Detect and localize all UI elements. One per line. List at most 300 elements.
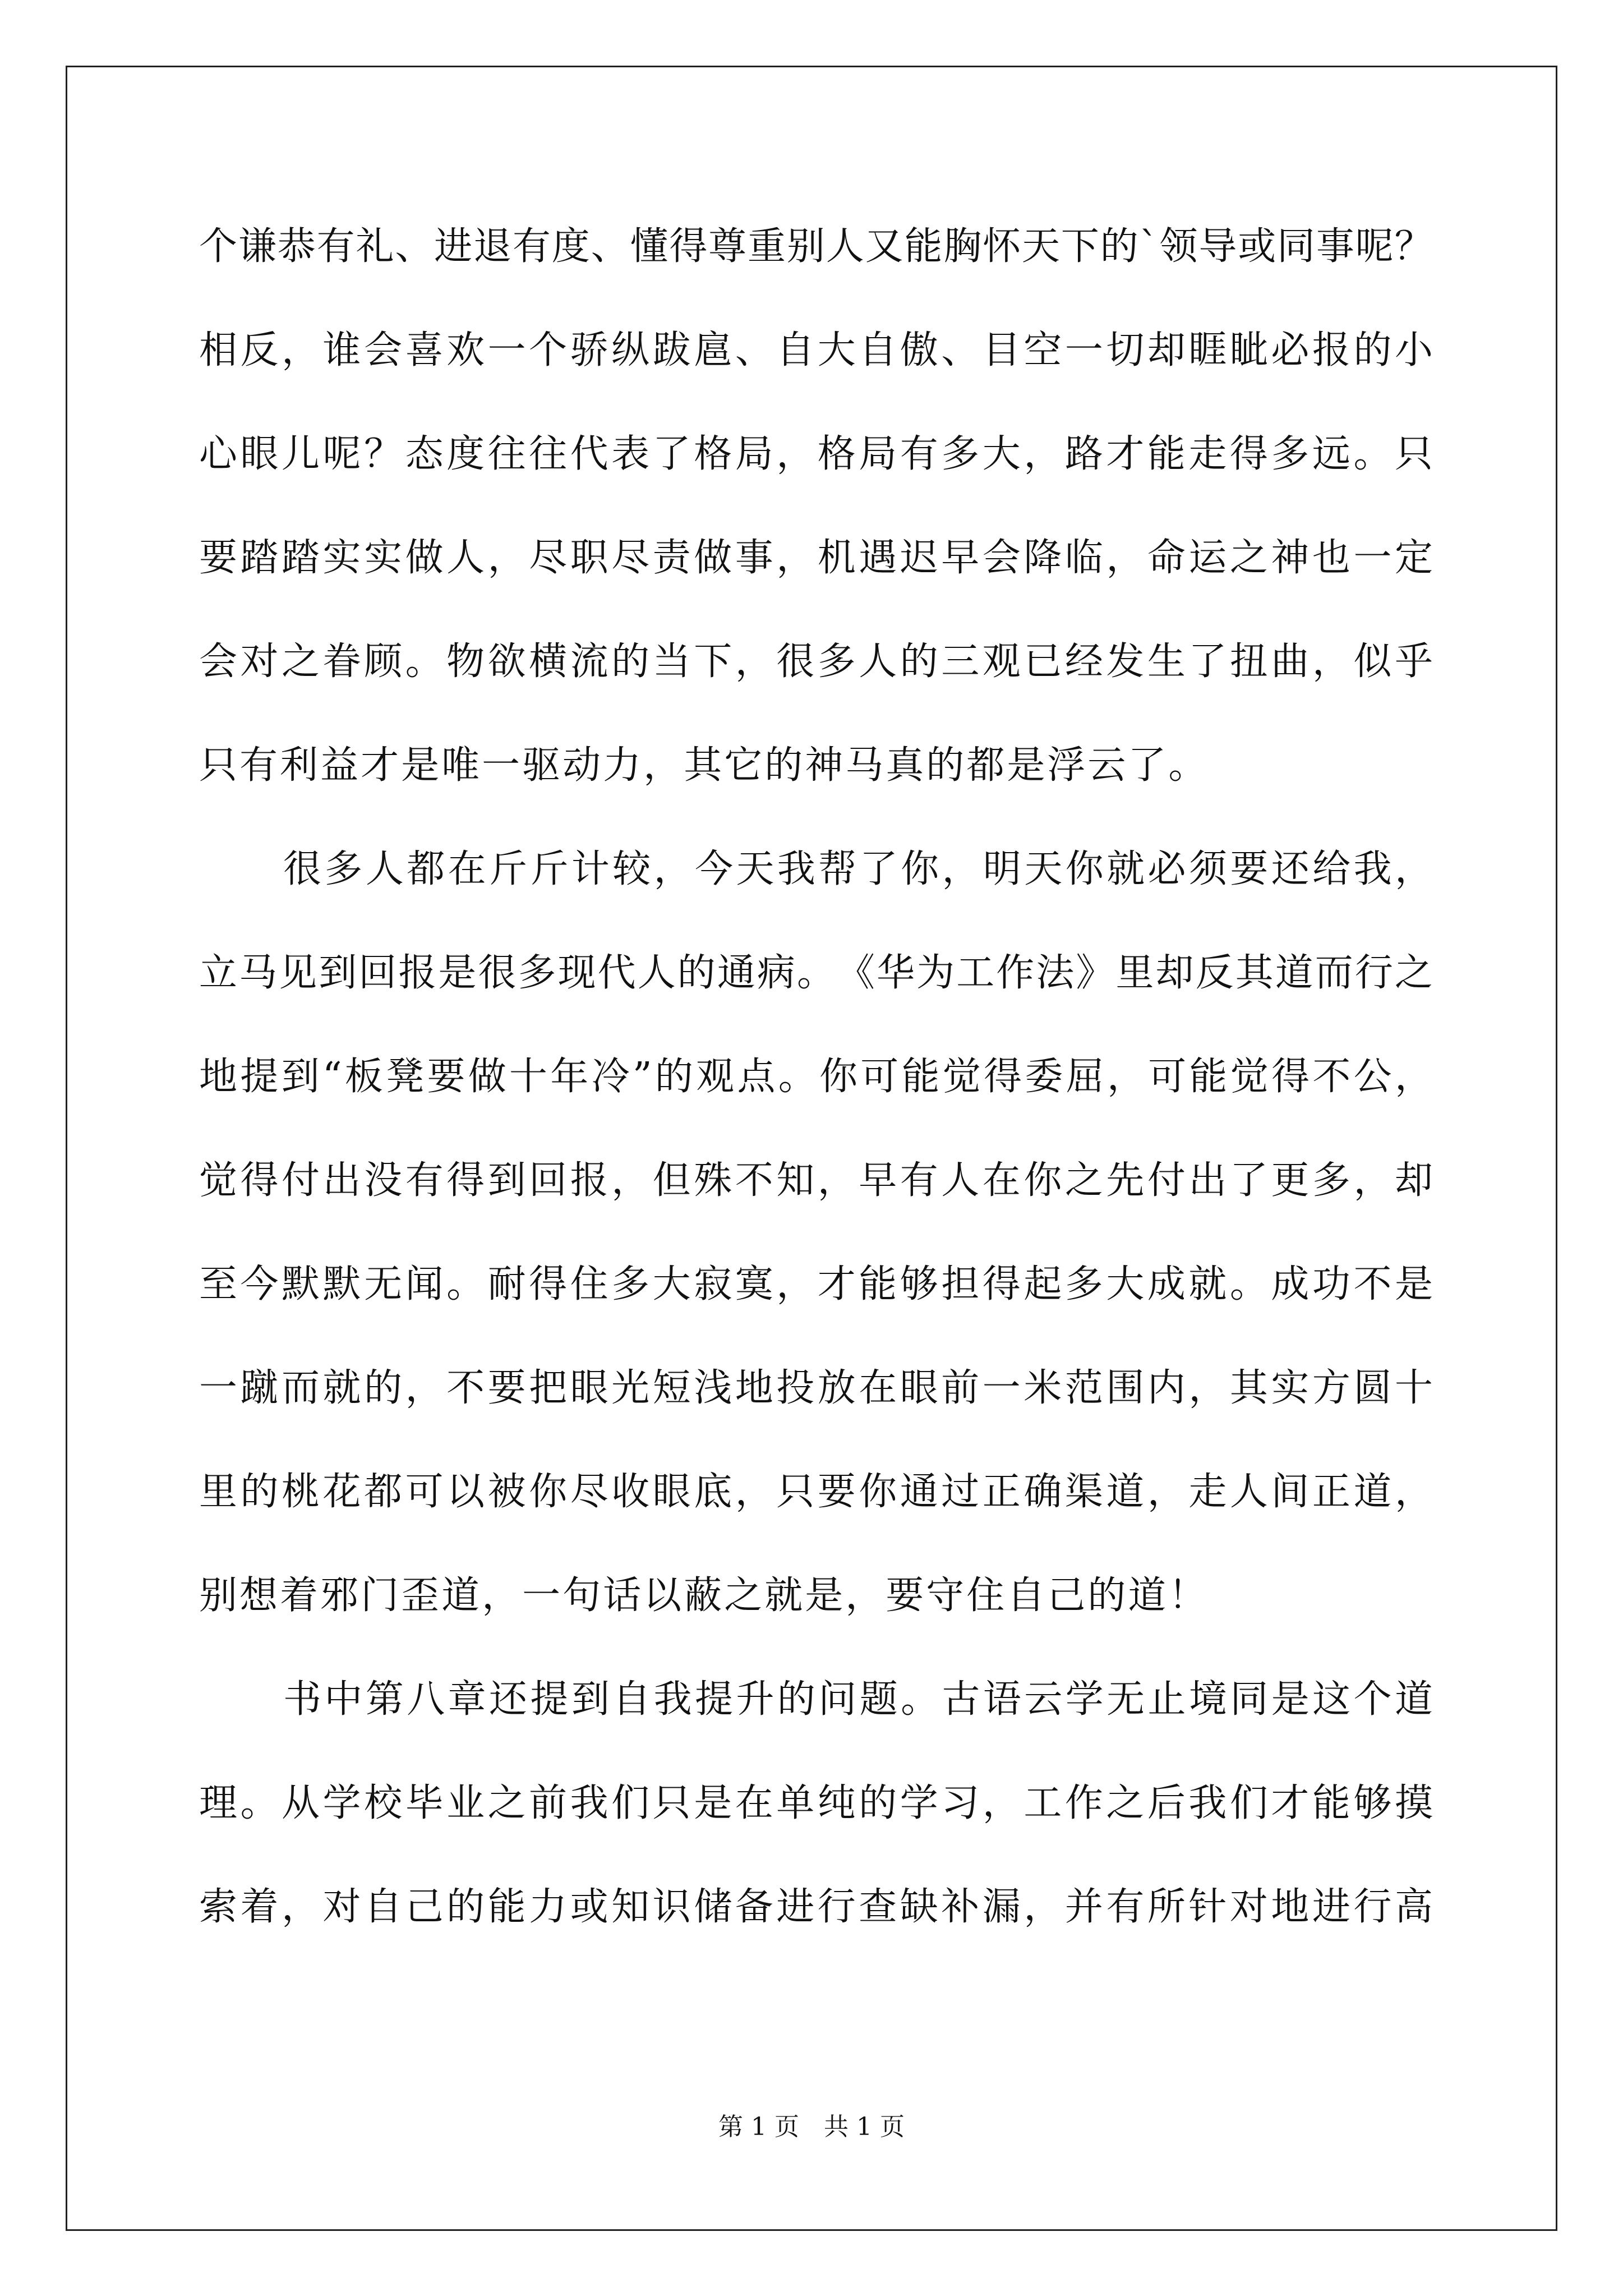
text-char: 围 <box>1106 1366 1145 1410</box>
text-char: 有 <box>900 432 938 476</box>
text-char: 顾 <box>364 639 403 684</box>
text-char: 个 <box>529 328 568 372</box>
text-char: 报 <box>570 1158 608 1203</box>
text-char: 横 <box>529 639 568 684</box>
text-char: 踏 <box>282 536 320 580</box>
text-char: 闻 <box>405 1262 444 1306</box>
text-char: 为 <box>916 951 955 995</box>
text-char: 实 <box>364 536 403 580</box>
text-char: 八 <box>407 1677 445 1722</box>
text-char: 功 <box>1312 1262 1350 1306</box>
text-char: 也 <box>1312 536 1350 580</box>
text-char: 早 <box>859 1158 897 1203</box>
text-char: 中 <box>324 1677 363 1722</box>
text-char: 人 <box>941 1158 980 1203</box>
text-char: 行 <box>1354 951 1393 995</box>
text-char: 才 <box>361 743 399 788</box>
text-char: ， <box>643 743 682 788</box>
text-char: 远 <box>1312 432 1350 476</box>
text-char: 心 <box>199 432 238 476</box>
text-char: 斤 <box>530 847 569 891</box>
text-char: 谁 <box>322 328 361 372</box>
text-char: 表 <box>611 432 650 476</box>
text-char: 缺 <box>900 1885 938 1929</box>
text-char: 收 <box>611 1470 650 1514</box>
text-char: ， <box>1023 1885 1062 1929</box>
text-char: 做 <box>694 536 732 580</box>
text-char: 了 <box>1128 743 1166 788</box>
text-char: 升 <box>736 1677 774 1722</box>
text-char: 年 <box>550 1055 589 1099</box>
text-char: 过 <box>941 1470 980 1514</box>
text-char: 有 <box>1106 1885 1145 1929</box>
text-char: 之 <box>1229 536 1268 580</box>
text-char: 学 <box>900 1781 938 1825</box>
text-char: 神 <box>1271 536 1310 580</box>
text-char: 报 <box>398 951 437 995</box>
text-char: 三 <box>941 639 980 684</box>
text-char: 同 <box>1230 1677 1269 1722</box>
text-char: 的 <box>900 639 938 684</box>
text-char: 。 <box>240 1781 279 1825</box>
text-line <box>199 1770 1433 1874</box>
text-char: 回 <box>529 1158 568 1203</box>
text-char: 天 <box>1022 224 1061 269</box>
text-char: ？ <box>364 432 403 476</box>
text-char: 的 <box>926 743 965 788</box>
text-char: 作 <box>1064 1781 1103 1825</box>
text-char: 有 <box>405 1158 444 1203</box>
text-char: 无 <box>1106 1677 1145 1722</box>
text-char: 其 <box>684 743 722 788</box>
text-char: 了 <box>1229 1158 1268 1203</box>
text-char: 多 <box>1312 1158 1350 1203</box>
text-char: ` <box>1139 224 1159 269</box>
text-char: 短 <box>652 1366 691 1410</box>
text-char: 很 <box>478 951 517 995</box>
text-char: 道 <box>1275 951 1313 995</box>
text-char: 得 <box>1271 1055 1310 1099</box>
text-char: 提 <box>530 1677 569 1722</box>
text-char: 间 <box>1271 1470 1310 1514</box>
text-char: 流 <box>570 639 608 684</box>
text-line <box>199 628 1433 732</box>
text-char: 可 <box>405 1470 444 1514</box>
text-char: 以 <box>446 1470 485 1514</box>
text-char: 得 <box>982 1262 1021 1306</box>
text-char: 了 <box>859 847 898 891</box>
text-char: 能 <box>904 224 943 269</box>
text-char: 摸 <box>1394 1781 1433 1825</box>
text-char: 行 <box>817 1885 856 1929</box>
text-char: 。 <box>901 1677 939 1722</box>
text-char: 当 <box>652 639 691 684</box>
text-char: 要 <box>886 1573 924 1618</box>
text-char: 傲 <box>900 328 938 372</box>
text-char: 一 <box>199 1366 238 1410</box>
text-char: 。 <box>405 639 444 684</box>
page-footer: 第 1 页 共 1 页 <box>718 2113 905 2141</box>
text-char: 米 <box>1023 1366 1062 1410</box>
text-line <box>199 1355 1433 1458</box>
text-char: 得 <box>669 224 708 269</box>
text-char: 十 <box>509 1055 548 1099</box>
text-char: 查 <box>859 1885 897 1929</box>
text-char: ， <box>735 1470 773 1514</box>
text-char: 会 <box>364 328 403 372</box>
text-char: 得 <box>529 1262 568 1306</box>
text-char: 下 <box>694 639 732 684</box>
text-char: 公 <box>1353 1055 1392 1099</box>
text-char: 责 <box>652 536 691 580</box>
text-char: 的 <box>364 1366 403 1410</box>
text-char: 一 <box>1064 328 1103 372</box>
text-char: 其 <box>1235 951 1274 995</box>
text-char: 业 <box>446 1781 485 1825</box>
text-char: 板 <box>344 1055 383 1099</box>
text-char: 至 <box>199 1262 238 1306</box>
text-char: 方 <box>1312 1366 1350 1410</box>
text-char: 所 <box>1147 1885 1186 1929</box>
text-char: ！ <box>1168 1573 1207 1618</box>
text-char: 是 <box>1271 1677 1310 1722</box>
text-char: 目 <box>982 328 1021 372</box>
text-char: 代 <box>597 951 636 995</box>
text-char: 对 <box>240 639 279 684</box>
text-char: ， <box>1394 1055 1433 1099</box>
text-char: 到 <box>487 1158 526 1203</box>
text-char: 学 <box>322 1781 361 1825</box>
text-char: 、 <box>395 224 434 269</box>
text-char: 似 <box>1353 639 1392 684</box>
text-char: 必 <box>1147 847 1186 891</box>
text-char: 生 <box>1147 639 1186 684</box>
text-char: 高 <box>1394 1885 1433 1929</box>
text-char: 会 <box>982 536 1021 580</box>
text-char: 是 <box>1007 743 1045 788</box>
text-char: 被 <box>487 1470 526 1514</box>
text-char: 走 <box>1188 432 1227 476</box>
text-char: 礼 <box>356 224 394 269</box>
text-char: 之 <box>282 639 320 684</box>
text-char: 谦 <box>238 224 276 269</box>
text-char: 、 <box>941 328 980 372</box>
text-char: 、 <box>591 224 629 269</box>
text-char: 定 <box>1394 536 1433 580</box>
text-char: 明 <box>983 847 1021 891</box>
text-char: ， <box>1023 432 1062 476</box>
text-char: 运 <box>1188 536 1227 580</box>
text-char: ， <box>653 847 692 891</box>
text-char: 度 <box>446 432 485 476</box>
text-char: 可 <box>1148 1055 1187 1099</box>
text-char: 多 <box>1064 1262 1103 1306</box>
text-char: ， <box>1147 1470 1186 1514</box>
text-char: 怀 <box>983 224 1021 269</box>
text-char: 圆 <box>1353 1366 1392 1410</box>
text-char: 到 <box>281 1055 320 1099</box>
text-char: 人 <box>446 536 485 580</box>
text-char: 多 <box>941 432 980 476</box>
text-char: 病 <box>757 951 795 995</box>
text-char: 提 <box>240 1055 279 1099</box>
text-char: 都 <box>407 847 445 891</box>
text-char: 寂 <box>694 1262 732 1306</box>
text-char: 的 <box>1087 1573 1126 1618</box>
text-char: 得 <box>240 1158 279 1203</box>
text-char: 通 <box>900 1470 938 1514</box>
text-char: 地 <box>735 1366 773 1410</box>
text-char: 这 <box>1312 1677 1351 1722</box>
text-char: 不 <box>1312 1055 1351 1099</box>
text-char: 纯 <box>817 1781 856 1825</box>
text-char: 了 <box>1188 639 1227 684</box>
text-char: ， <box>482 1573 520 1618</box>
text-char: 往 <box>487 432 526 476</box>
text-char: 渠 <box>1064 1470 1103 1514</box>
text-char: 我 <box>653 1677 692 1722</box>
text-char: 一 <box>982 1366 1021 1410</box>
text-char: 却 <box>1155 951 1194 995</box>
text-char: 道 <box>1106 1470 1145 1514</box>
text-char: ， <box>942 847 980 891</box>
text-char: 胸 <box>943 224 982 269</box>
text-char: 没 <box>364 1158 403 1203</box>
text-char: 前 <box>941 1366 980 1410</box>
text-char: 屈 <box>1066 1055 1104 1099</box>
text-char: 放 <box>817 1366 856 1410</box>
text-char: 踏 <box>240 536 279 580</box>
text-char: 道 <box>1128 1573 1166 1618</box>
text-char: 出 <box>1188 1158 1227 1203</box>
text-char: 观 <box>982 639 1021 684</box>
text-char: 路 <box>1064 432 1103 476</box>
text-char: 默 <box>282 1262 320 1306</box>
text-char: 而 <box>282 1366 320 1410</box>
text-char: 作 <box>996 951 1035 995</box>
text-char: 里 <box>199 1470 238 1514</box>
text-char: 到 <box>319 951 357 995</box>
text-char: 代 <box>570 432 608 476</box>
text-char: 句 <box>562 1573 601 1618</box>
text-char: 凳 <box>386 1055 425 1099</box>
text-char: 大 <box>982 432 1021 476</box>
text-char: 提 <box>695 1677 734 1722</box>
text-char: ” <box>632 1055 652 1099</box>
text-char: 大 <box>1106 1262 1145 1306</box>
text-char: 机 <box>817 536 856 580</box>
text-char: 做 <box>405 536 444 580</box>
text-char: 之 <box>1064 1158 1103 1203</box>
text-char: 着 <box>280 1573 319 1618</box>
text-char: 知 <box>611 1885 650 1929</box>
text-char: 反 <box>240 328 279 372</box>
text-char: ， <box>1106 1055 1145 1099</box>
text-char: 个 <box>1353 1677 1392 1722</box>
text-char: 够 <box>1353 1781 1392 1825</box>
text-char: 给 <box>1312 847 1351 891</box>
text-line <box>199 524 1433 628</box>
text-char: 切 <box>1106 328 1145 372</box>
text-char: 的 <box>446 1885 485 1929</box>
text-char: 的 <box>777 1677 815 1722</box>
text-char: 度 <box>551 224 590 269</box>
text-char: 很 <box>776 639 815 684</box>
text-char: 并 <box>1064 1885 1103 1929</box>
text-char: 我 <box>570 1781 608 1825</box>
text-char: 觉 <box>942 1055 981 1099</box>
text-char: 领 <box>1159 224 1198 269</box>
text-char: 局 <box>859 432 897 476</box>
document-body <box>199 213 1433 1977</box>
text-char: 都 <box>966 743 1005 788</box>
text-char: 一 <box>482 743 520 788</box>
text-char: 尊 <box>708 224 747 269</box>
text-char: 之 <box>1394 951 1433 995</box>
text-char: 眼 <box>570 1366 608 1410</box>
text-char: 投 <box>776 1366 815 1410</box>
text-line <box>199 940 1433 1043</box>
text-char: 个 <box>199 224 238 269</box>
text-char: 临 <box>1064 536 1103 580</box>
text-char: 睚 <box>1188 328 1227 372</box>
text-char: 小 <box>1394 328 1433 372</box>
text-char: 跋 <box>652 328 691 372</box>
text-char: 第 <box>365 1677 404 1722</box>
text-char: 呢 <box>1355 224 1394 269</box>
text-char: 得 <box>446 1158 485 1203</box>
text-char: 才 <box>1271 1781 1310 1825</box>
text-char: 觉 <box>1230 1055 1269 1099</box>
text-char: 你 <box>819 1055 858 1099</box>
text-char: 蔽 <box>684 1573 722 1618</box>
text-char: 自 <box>1007 1573 1045 1618</box>
text-char: 委 <box>1025 1055 1063 1099</box>
text-char: 在 <box>859 1366 897 1410</box>
text-char: 经 <box>1064 639 1103 684</box>
text-char: 多 <box>817 639 856 684</box>
text-char: 你 <box>1023 1158 1062 1203</box>
text-char: 毕 <box>405 1781 444 1825</box>
text-char: 确 <box>1023 1470 1062 1514</box>
text-char: 的 <box>611 639 650 684</box>
text-char: 道 <box>1394 1677 1433 1722</box>
text-char: 成 <box>1147 1262 1186 1306</box>
text-char: 。 <box>778 1055 817 1099</box>
text-line <box>199 421 1433 524</box>
text-char: 得 <box>984 1055 1022 1099</box>
text-char: 歪 <box>401 1573 440 1618</box>
text-line <box>199 1043 1433 1147</box>
text-char: 得 <box>1229 432 1268 476</box>
text-char: 的 <box>1100 224 1138 269</box>
text-char: 。 <box>446 1262 485 1306</box>
text-char: 道 <box>441 1573 480 1618</box>
text-char: 马 <box>845 743 884 788</box>
text-char: 、 <box>735 328 773 372</box>
text-char: 欢 <box>446 328 485 372</box>
text-char: 大 <box>817 328 856 372</box>
text-char: 们 <box>1229 1781 1268 1825</box>
text-char: ， <box>817 1158 856 1203</box>
text-char: 我 <box>1188 1781 1227 1825</box>
text-char: 却 <box>1147 328 1186 372</box>
text-char: 殊 <box>694 1158 732 1203</box>
text-char: 能 <box>1312 1781 1350 1825</box>
text-char: 人 <box>365 847 404 891</box>
text-char: 默 <box>322 1262 361 1306</box>
text-line <box>199 1562 1433 1666</box>
text-char: 之 <box>1106 1781 1145 1825</box>
text-char: 之 <box>724 1573 763 1618</box>
text-char: 《 <box>837 951 875 995</box>
text-char: 人 <box>826 224 864 269</box>
text-char: 尽 <box>611 536 650 580</box>
text-char: 事 <box>1316 224 1354 269</box>
text-char: 做 <box>468 1055 506 1099</box>
text-char: 先 <box>1106 1158 1145 1203</box>
text-char: 成 <box>1271 1262 1310 1306</box>
text-char: 观 <box>696 1055 735 1099</box>
text-char: 我 <box>1353 847 1392 891</box>
text-char: 职 <box>570 536 608 580</box>
text-char: 只 <box>652 1781 691 1825</box>
text-char: 范 <box>1064 1366 1103 1410</box>
text-char: 识 <box>652 1885 691 1929</box>
text-char: 。 <box>796 951 835 995</box>
text-char: 有 <box>239 743 278 788</box>
text-char: 就 <box>1106 847 1145 891</box>
text-char: 别 <box>199 1573 238 1618</box>
text-char: 冷 <box>591 1055 630 1099</box>
text-char: 物 <box>446 639 485 684</box>
text-char: ， <box>1188 1366 1227 1410</box>
text-char: ， <box>282 1885 320 1929</box>
text-char: 门 <box>361 1573 399 1618</box>
text-char: 储 <box>694 1885 732 1929</box>
text-char: 有 <box>316 224 355 269</box>
text-char: 不 <box>1353 1262 1392 1306</box>
text-char: 住 <box>570 1262 608 1306</box>
text-char: 必 <box>1271 328 1310 372</box>
text-char: 但 <box>652 1158 691 1203</box>
text-char: 有 <box>900 1158 938 1203</box>
text-char: 以 <box>643 1573 682 1618</box>
text-char: 地 <box>199 1055 238 1099</box>
text-char: 云 <box>1087 743 1126 788</box>
text-char: 你 <box>1065 847 1104 891</box>
text-char: 又 <box>865 224 903 269</box>
text-char: 桃 <box>282 1470 320 1514</box>
text-char: 较 <box>612 847 651 891</box>
text-char: 眼 <box>900 1366 938 1410</box>
text-char: 在 <box>735 1781 773 1825</box>
text-char: 神 <box>805 743 843 788</box>
text-char: 里 <box>1115 951 1154 995</box>
text-char: 回 <box>358 951 397 995</box>
text-char: 你 <box>859 1470 897 1514</box>
text-char: 习 <box>941 1781 980 1825</box>
text-char: 浅 <box>694 1366 732 1410</box>
text-char: 要 <box>487 1366 526 1410</box>
text-char: 下 <box>1061 224 1099 269</box>
text-char: 一 <box>522 1573 561 1618</box>
text-char: 须 <box>1188 847 1227 891</box>
text-char: 备 <box>735 1885 773 1929</box>
text-char: 付 <box>1147 1158 1186 1203</box>
text-char: ， <box>776 536 815 580</box>
text-char: 它 <box>724 743 763 788</box>
